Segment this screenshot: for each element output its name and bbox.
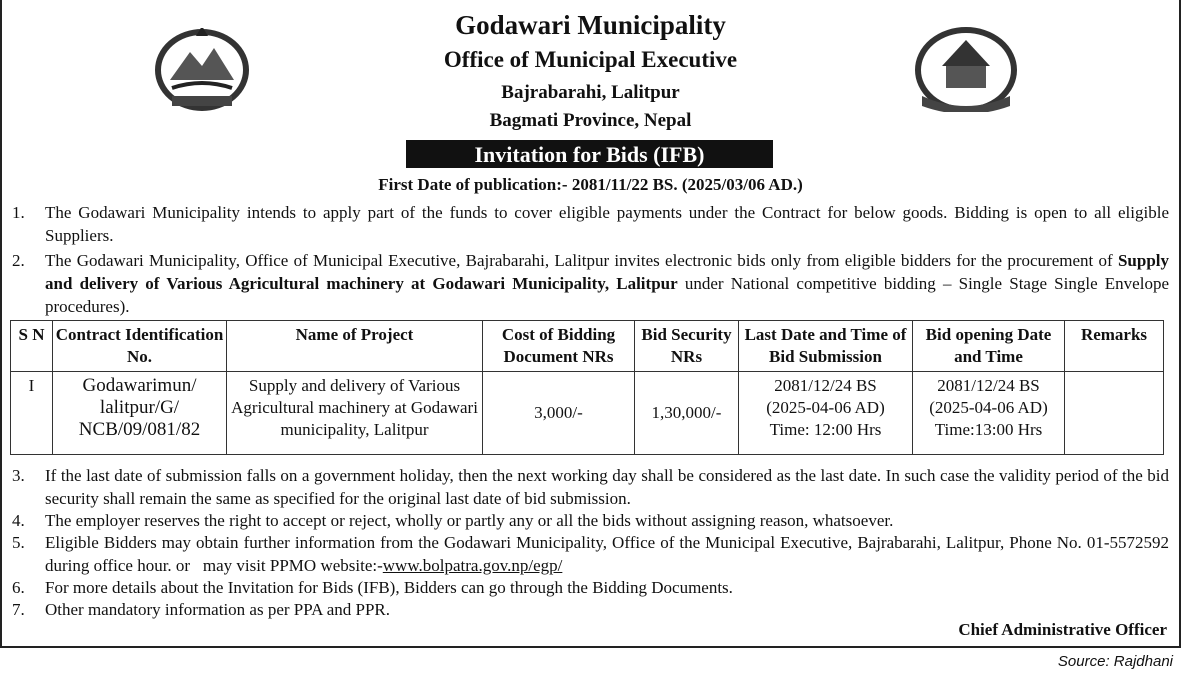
clause-text: The Godawari Municipality intends to apply part of the funds to cover eligible payments under the Contract for below goods. Bidding is open to all eligible Suppliers.	[45, 203, 1169, 245]
header-remarks: Remarks	[1065, 321, 1164, 372]
clause-7	[12, 598, 1169, 621]
table-header-row	[11, 321, 1164, 372]
last-time: Time: 12:00 Hrs	[769, 420, 882, 439]
clause-number: 3.	[12, 466, 25, 485]
publication-date: First Date of publication:- 2081/11/22 BS. (2025/03/06 AD.)	[378, 175, 803, 194]
cell-contract-id: Godawarimun/ lalitpur/G/ NCB/09/081/82	[53, 372, 227, 455]
cell-remarks	[1065, 372, 1164, 455]
open-time: Time:13:00 Hrs	[934, 420, 1043, 439]
clause-number: 6.	[12, 578, 25, 597]
cell-security: 1,30,000/-	[635, 372, 739, 455]
source-credit: Source: Rajdhani	[1057, 653, 1173, 670]
last-date-ad: (2025-04-06 AD)	[766, 398, 885, 417]
table-row	[11, 372, 1164, 455]
clause-text: If the last date of submission falls on a government holiday, then the next working day shall be considered as the last date. In such case the validity period of the bid security shall remain the same as specified for the original last date of bid submission.	[45, 466, 1169, 508]
clause-text: The employer reserves the right to accept or reject, wholly or partly any or all the bids without assigning reason, whatsoever.	[45, 511, 894, 530]
header-cost: Cost of Bidding Document NRs	[483, 321, 635, 372]
open-date-bs: 2081/12/24 BS	[937, 376, 1040, 395]
address: Bajrabarahi, Lalitpur	[501, 82, 680, 103]
signatory: Chief Administrative Officer	[958, 620, 1167, 639]
ppmo-website-link[interactable]: www.bolpatra.gov.np/egp/	[382, 556, 563, 575]
open-date-ad: (2025-04-06 AD)	[929, 398, 1048, 417]
header-contract-id: Contract Identification No.	[53, 321, 227, 372]
cell-sn: I	[11, 372, 53, 455]
bid-table	[10, 320, 1164, 455]
clause-1	[12, 201, 1169, 247]
project-name-bold: Supply and delivery of Various Agricultural machinery at Godawari Municipality, Lalitpur	[45, 251, 1169, 293]
header-sn: S N	[11, 321, 53, 372]
header-opening-date: Bid opening Date and Time	[913, 321, 1065, 372]
notice-title: Invitation for Bids (IFB)	[406, 140, 773, 168]
clause-text	[45, 531, 1174, 577]
clause-6	[12, 576, 1169, 599]
clause-text: For more details about the Invitation for Bids (IFB), Bidders can go through the Bidding Documents.	[45, 578, 733, 597]
clause-text-pre: The Godawari Municipality, Office of Municipal Executive, Bajrabarahi, Lalitpur invites electronic bids only from eligible bidders for the procurement of	[45, 251, 1118, 270]
clause-number: 5.	[12, 533, 25, 552]
header-last-date: Last Date and Time of Bid Submission	[739, 321, 913, 372]
cell-opening-date	[913, 372, 1065, 455]
office-title: Office of Municipal Executive	[443, 47, 738, 72]
header-security: Bid Security NRs	[635, 321, 739, 372]
header-project: Name of Project	[227, 321, 483, 372]
cell-project: Supply and delivery of Various Agricultural machinery at Godawari municipality, Lalitpur	[227, 372, 483, 455]
clause-text	[45, 249, 1169, 318]
clause-number: 2.	[12, 251, 25, 270]
province: Bagmati Province, Nepal	[489, 110, 692, 131]
cell-last-date	[739, 372, 913, 455]
clause-2	[12, 249, 1169, 318]
clause-text: Other mandatory information as per PPA and PPR.	[45, 600, 391, 619]
clause-4	[12, 509, 1169, 532]
cell-cost: 3,000/-	[483, 372, 635, 455]
last-date-bs: 2081/12/24 BS	[774, 376, 877, 395]
municipality-title: Godawari Municipality	[455, 10, 726, 40]
clause-number: 4.	[12, 511, 25, 530]
clause-number: 1.	[12, 203, 25, 222]
clause-text-main: Eligible Bidders may obtain further information from the Godawari Municipality, Office of the Municipal Executive, Bajrabarahi, Lalitpur, Phone No. 01-5572592 during office hour. or may visit PPMO website:-	[45, 533, 1174, 575]
clause-5	[12, 531, 1174, 577]
clause-number: 7.	[12, 600, 25, 619]
clause-3	[12, 464, 1169, 510]
clause-text-post: under National competitive bidding – Single Stage Single Envelope procedures).	[45, 274, 1169, 316]
